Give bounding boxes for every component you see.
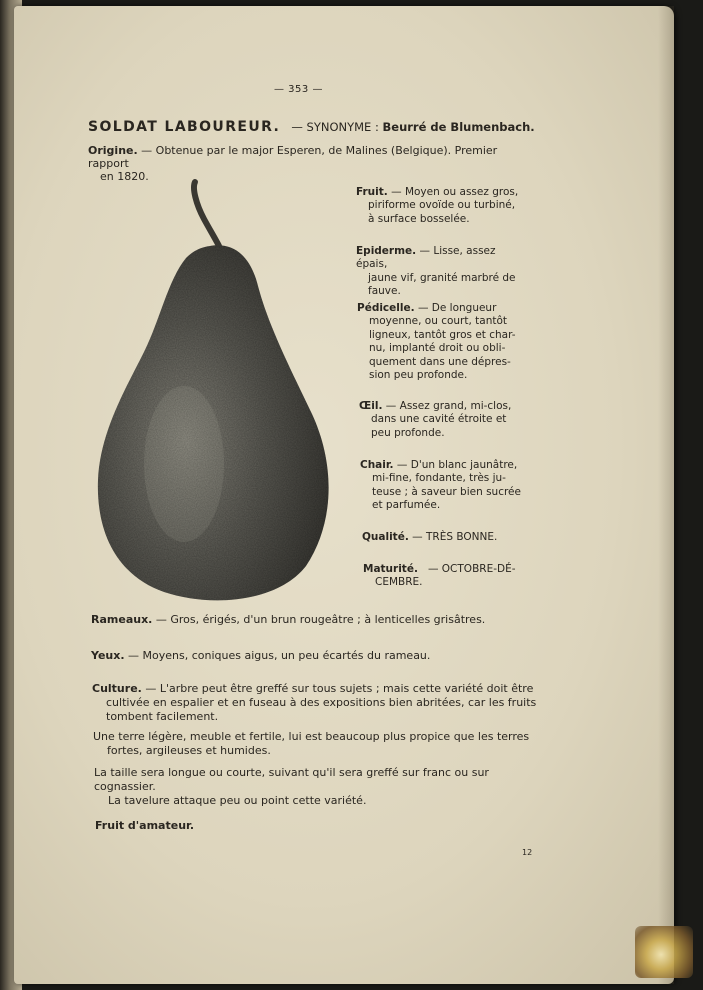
rameaux-text: — Gros, érigés, d'un brun rougeâtre ; à lenticelles grisâtres. [155,613,486,626]
desc-line: peu profonde. [371,426,445,439]
synonym [291,120,534,134]
rameaux-label: Rameaux. [91,613,153,626]
desc-line: — Lisse, assez épais, [356,245,496,271]
yeux-label: Yeux. [91,649,125,662]
desc-line: — D'un blanc jaunâtre, [396,459,518,471]
desc-line: et parfumée. [372,499,441,512]
desc-epiderme-label: Epiderme. [356,245,417,257]
terre-paragraph [93,730,543,758]
origin-label: Origine. [88,144,138,157]
folio-number: 12 [522,848,533,857]
taille-line2: La tavelure attaque peu ou point cette variété. [108,794,367,807]
culture-line3: tombent facilement. [106,710,219,723]
origin-text-line2: en 1820. [100,170,149,183]
synonym-value: Beurré de Blumenbach. [382,120,535,134]
rameaux-paragraph [91,613,531,627]
desc-line: ligneux, tantôt gros et char- [369,328,516,341]
desc-chair [360,459,530,513]
watermark-logo [635,926,693,978]
desc-line: piriforme ovoïde ou turbiné, [368,199,516,212]
desc-line: — De longueur [417,302,497,314]
culture-label: Culture. [92,682,142,695]
desc-maturite-label: Maturité. [363,563,418,575]
desc-line: jaune vif, granité marbré de [368,271,516,284]
page-number: — 353 — [274,84,323,95]
desc-chair-label: Chair. [360,459,394,471]
desc-line: sion peu profonde. [369,369,468,382]
terre-line1: Une terre légère, meuble et fertile, lui est beaucoup plus propice que les terres [93,730,530,743]
origin-text-line1: — Obtenue par le major Esperen, de Malines (Belgique). Premier rapport [88,144,498,170]
taille-line1: La taille sera longue ou courte, suivant qu'il sera greffé sur franc ou sur cognassier. [94,766,489,793]
desc-line: — Moyen ou assez gros, [391,186,519,198]
desc-qualite [362,531,532,544]
synonym-prefix: — SYNONYME : [291,120,379,134]
variety-title [88,116,535,135]
desc-oeil [359,400,529,440]
desc-line: à surface bosselée. [368,212,470,225]
fruit-amateur-note: Fruit d'amateur. [95,819,195,832]
culture-line1: — L'arbre peut être greffé sur tous sujets ; mais cette variété doit être [145,682,534,695]
desc-line: teuse ; à saveur bien sucrée [372,485,521,498]
desc-line: dans une cavité étroite et [371,413,507,426]
desc-fruit-label: Fruit. [356,186,388,198]
variety-name: SOLDAT LABOUREUR. [88,119,281,135]
pear-stem [194,182,219,246]
pear-photograph [92,174,332,606]
book-page [14,6,674,984]
desc-pedicelle-label: Pédicelle. [357,302,415,314]
desc-epiderme [356,245,526,299]
desc-line: — OCTOBRE-DÉ- [427,563,516,575]
culture-line2: cultivée en espalier et en fuseau à des expositions bien abritées, car les fruits [106,696,537,709]
desc-line: — TRÈS BONNE. [412,531,498,543]
desc-line: mi-fine, fondante, très ju- [372,472,506,485]
desc-fruit [356,186,526,226]
desc-line: moyenne, ou court, tantôt [369,315,508,328]
desc-line: nu, implanté droit ou obli- [369,342,506,355]
desc-pedicelle [357,302,527,382]
yeux-text: — Moyens, coniques aigus, un peu écartés du rameau. [128,649,431,662]
yeux-paragraph [91,649,531,663]
desc-qualite-label: Qualité. [362,531,409,543]
page-edge-shadow [658,6,674,984]
taille-paragraph [94,766,554,808]
desc-line: — Assez grand, mi-clos, [385,400,512,412]
desc-line: fauve. [368,285,401,298]
desc-line: quement dans une dépres- [369,355,511,368]
culture-paragraph [92,682,542,724]
terre-line2: fortes, argileuses et humides. [107,744,271,757]
desc-oeil-label: Œil. [359,400,383,412]
desc-line: CEMBRE. [375,576,423,589]
desc-maturite [363,563,543,590]
